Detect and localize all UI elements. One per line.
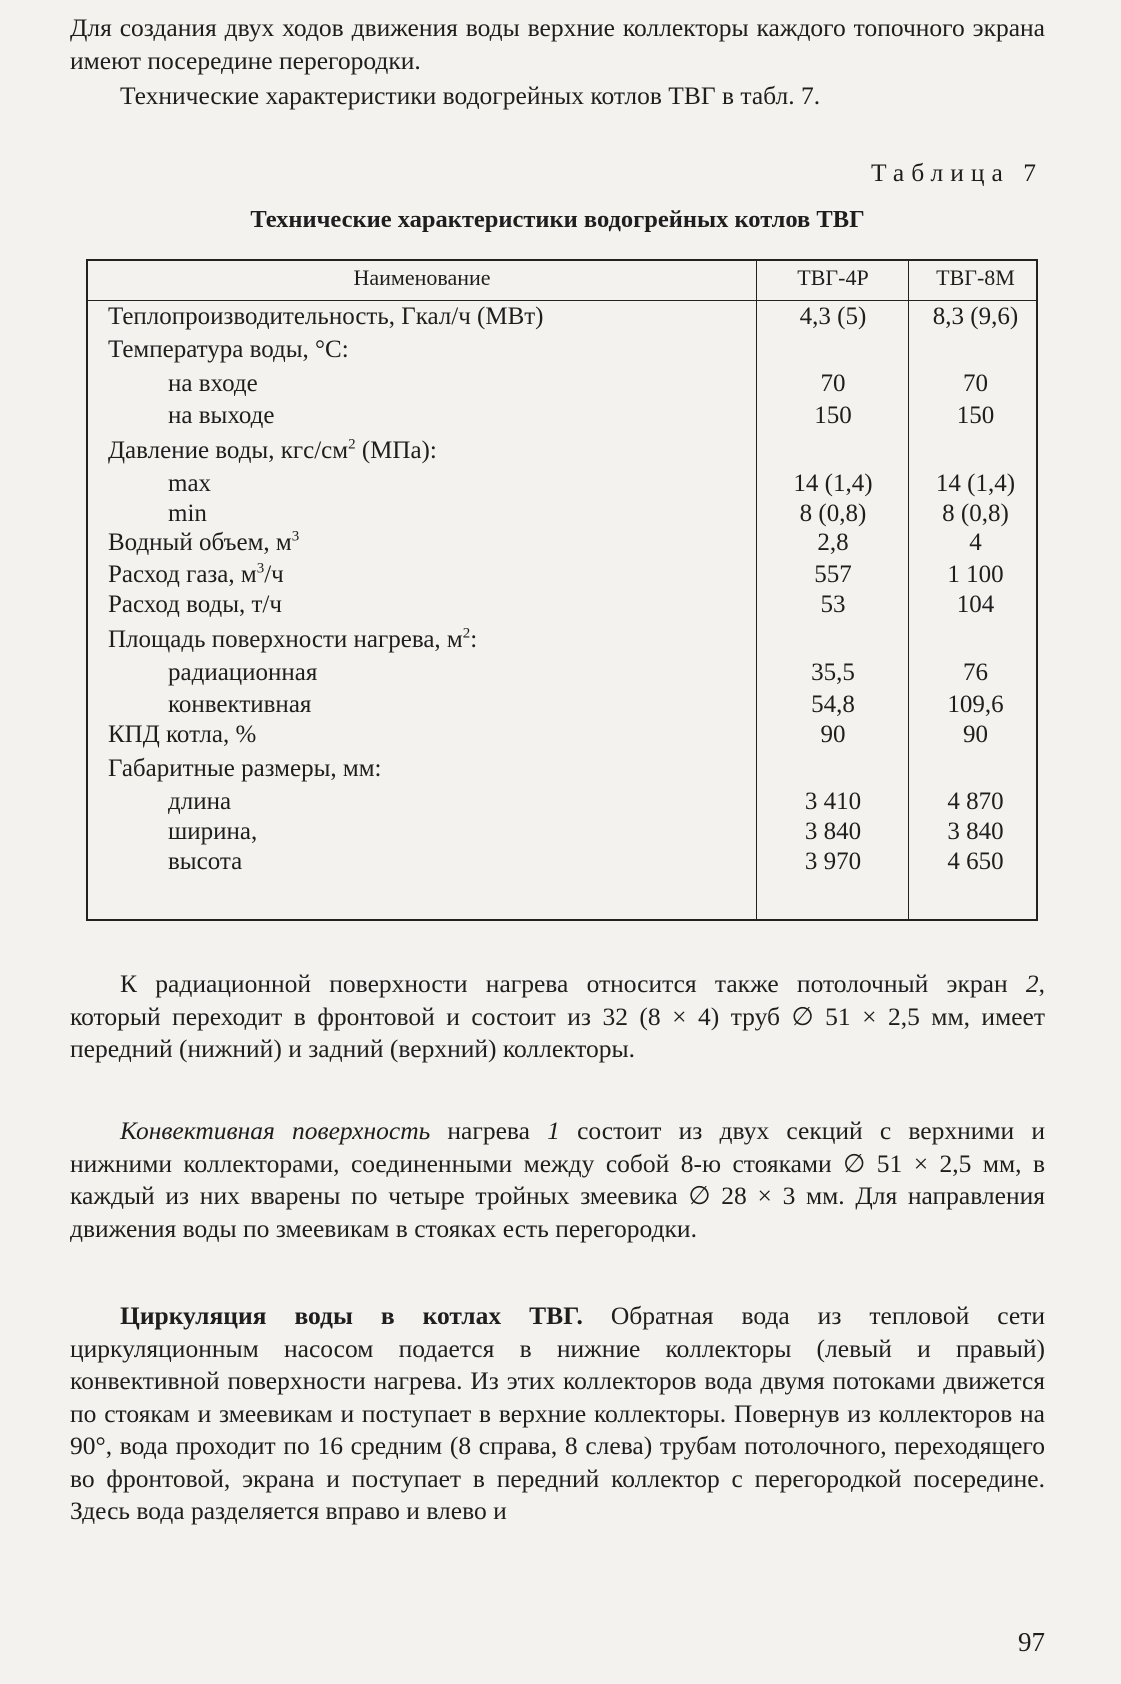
spec-table: [86, 259, 1038, 921]
table-row: [88, 785, 1040, 819]
paragraph-convective-surface: [70, 1115, 1045, 1245]
value-tvg-8m: 4 870: [947, 788, 1004, 815]
row-label-text: /ч: [264, 561, 284, 588]
table-row: [88, 333, 1040, 367]
value-tvg-8m: 8 (0,8): [942, 500, 1009, 527]
row-label: [108, 526, 299, 560]
paragraph-text: К радиационной поверхности нагрева относится также потолочный экран: [120, 969, 1026, 998]
table-row: [88, 434, 1040, 468]
value-tvg-4r: 557: [814, 561, 852, 588]
table-row: [88, 752, 1040, 786]
row-label: ширина,: [168, 818, 258, 845]
table-row: [88, 300, 1040, 334]
unit-superscript: 2: [348, 436, 356, 453]
row-label: конвективная: [168, 691, 312, 718]
row-label-text: Водный объем, м: [108, 529, 292, 556]
table-row: [88, 558, 1040, 592]
paragraph-ceiling-screen: [70, 968, 1045, 1066]
table-row: [88, 399, 1040, 433]
value-tvg-8m: 8,3 (9,6): [932, 303, 1019, 330]
header-name: Наименование: [353, 265, 491, 290]
table-row: [88, 656, 1040, 690]
table-row: [88, 718, 1040, 752]
table-row: [88, 367, 1040, 401]
header-tvg-8m: ТВГ-8М: [936, 265, 1015, 290]
row-label-text: Расход газа, м: [108, 561, 257, 588]
row-label: max: [168, 470, 212, 497]
figure-ref-number: 2: [1025, 969, 1039, 998]
paragraph-text: Обратная вода из тепловой сети циркуляционным насосом подается в нижние коллекторы (левый и правый) конвективной поверхности нагрева. Из этих коллекторов вода двумя потоками движется по стоякам и змеевикам и поступает в верхние коллекторы. Повернув из коллекторов на 90°, вода проходит по 16 средним (8 справа, 8 слева) трубам потолочного, переходящего во фронтовой, экрана и поступает в передний коллектор с перегородкой посередине. Здесь вода разделяется вправо и влево и: [70, 1301, 1045, 1525]
unit-superscript: 2: [462, 625, 471, 642]
value-tvg-4r: 3 410: [804, 788, 862, 815]
value-tvg-8m: 4: [969, 529, 982, 556]
italic-term: Конвективная поверхность: [120, 1116, 431, 1145]
row-label: [108, 623, 477, 657]
paragraph-table-ref: [70, 80, 1045, 113]
page-number: 97: [1018, 1627, 1045, 1657]
table-row: [88, 815, 1040, 849]
row-label: Теплопроизводительность, Гкал/ч (МВт): [108, 303, 544, 330]
value-tvg-4r: 14 (1,4): [793, 470, 873, 497]
paragraph-text: , который переходит в фронтовой и состоит из 32 (8 × 4) труб ∅ 51 × 2,5 мм, имеет передний (нижний) и задний (верхний) коллекторы.: [70, 969, 1045, 1063]
table-row: [88, 688, 1040, 722]
value-tvg-8m: 14 (1,4): [935, 470, 1016, 497]
row-label-text: Давление воды, кгс/см: [108, 437, 349, 464]
value-tvg-4r: 8 (0,8): [799, 500, 867, 527]
value-tvg-8m: 70: [963, 370, 988, 397]
value-tvg-8m: 150: [956, 402, 995, 429]
paragraph-water-circulation: [70, 1300, 1045, 1528]
value-tvg-4r: 2,8: [817, 529, 849, 556]
table-row: [88, 845, 1040, 879]
value-tvg-8m: 3 840: [947, 818, 1004, 845]
row-label-text: :: [470, 626, 478, 653]
row-label-text: Площадь поверхности нагрева, м: [108, 626, 463, 653]
figure-ref-number: 1: [547, 1116, 560, 1145]
row-label: на входе: [168, 370, 258, 397]
table-row: [88, 467, 1040, 501]
row-label: [108, 558, 284, 592]
table-row: [88, 588, 1040, 622]
value-tvg-4r: 3 970: [804, 848, 862, 875]
value-tvg-4r: 90: [820, 721, 846, 748]
table-row: [88, 526, 1040, 560]
value-tvg-8m: 76: [963, 659, 988, 686]
header-tvg-4r: ТВГ-4Р: [797, 265, 869, 290]
row-label: [108, 434, 437, 468]
row-label: Габаритные размеры, мм:: [108, 755, 382, 782]
value-tvg-4r: 3 840: [804, 818, 862, 845]
row-label: высота: [168, 848, 243, 875]
row-label: КПД котла, %: [108, 721, 257, 748]
value-tvg-4r: 54,8: [811, 691, 855, 718]
value-tvg-4r: 70: [820, 370, 846, 397]
table-row: [88, 623, 1040, 657]
row-label: Температура воды, °С:: [108, 336, 349, 363]
row-label: Расход воды, т/ч: [108, 591, 282, 618]
value-tvg-8m: 104: [956, 591, 995, 618]
section-heading-inline: Циркуляция воды в котлах ТВГ.: [120, 1301, 583, 1330]
table-title: Технические характеристики водогрейных котлов ТВГ: [250, 206, 865, 233]
value-tvg-4r: 4,3 (5): [799, 303, 867, 330]
value-tvg-8m: 90: [963, 721, 988, 748]
value-tvg-8m: 4 650: [947, 848, 1004, 875]
paragraph-partitions: [70, 12, 1045, 77]
row-label-text: (МПа):: [355, 437, 437, 464]
table-number: Таблица 7: [870, 158, 1043, 187]
value-tvg-4r: 35,5: [811, 659, 855, 686]
paragraph-text: нагрева: [430, 1116, 548, 1145]
row-label: на выходе: [168, 402, 275, 429]
row-label: длина: [168, 788, 232, 815]
unit-superscript: 3: [291, 528, 300, 545]
value-tvg-4r: 150: [814, 402, 852, 429]
unit-superscript: 3: [256, 560, 265, 577]
paragraph-text: Для создания двух ходов движения воды верхние коллекторы каждого топочного экрана имеют посередине перегородки.: [70, 13, 1045, 75]
value-tvg-8m: 1 100: [947, 561, 1004, 588]
value-tvg-4r: 53: [820, 591, 846, 618]
row-label: радиационная: [168, 659, 318, 686]
paragraph-text: Технические характеристики водогрейных котлов ТВГ в табл. 7.: [120, 81, 821, 110]
row-label: min: [168, 500, 207, 527]
paragraph-text: состоит из двух секций с верхними и нижними коллекторами, соединенными между собой 8-ю стояками ∅ 51 × 2,5 мм, в каждый из них вварены по четыре тройных змеевика ∅ 28 × 3 мм. Для направления движения воды по змеевикам в стояках есть перегородки.: [70, 1116, 1045, 1243]
value-tvg-8m: 109,6: [947, 691, 1004, 718]
